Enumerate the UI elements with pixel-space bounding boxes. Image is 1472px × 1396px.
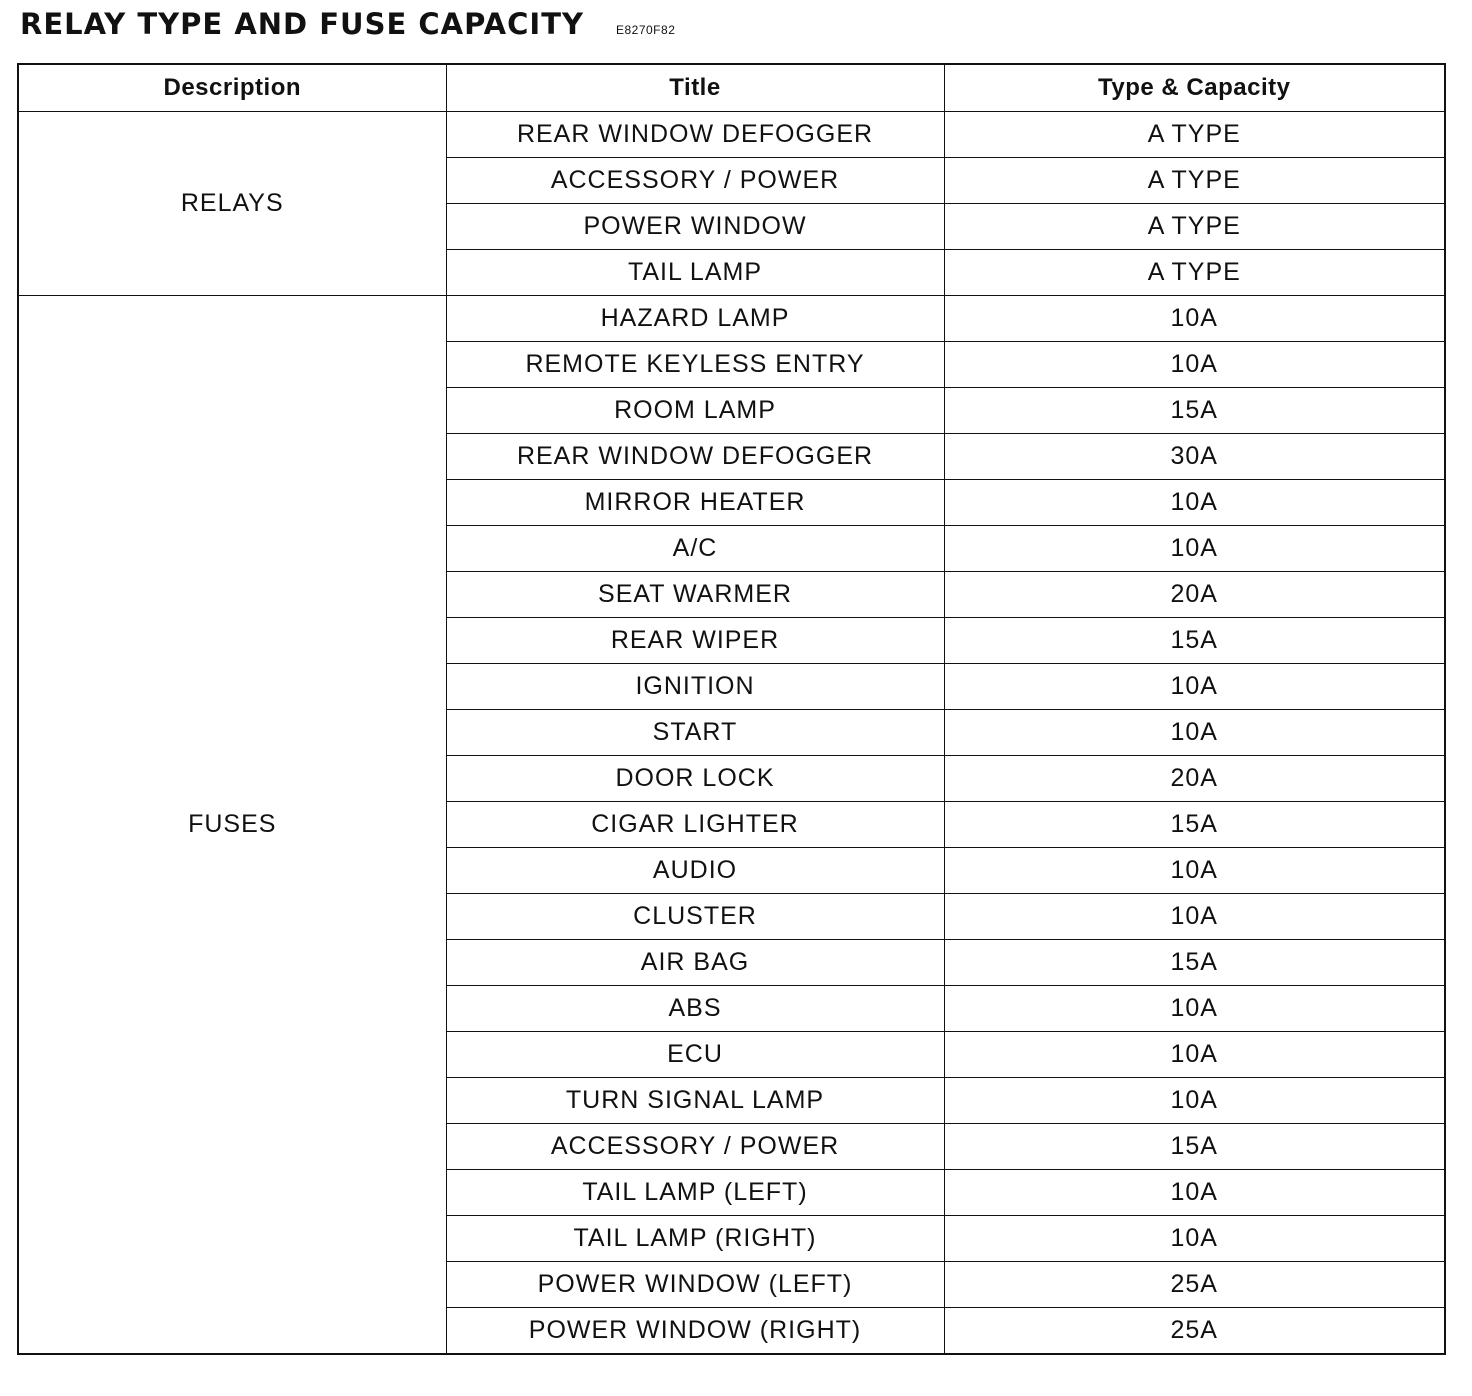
item-type-capacity: 15A xyxy=(944,618,1445,664)
item-title: REAR WINDOW DEFOGGER xyxy=(446,112,944,158)
item-title: REAR WINDOW DEFOGGER xyxy=(446,434,944,480)
item-type-capacity: 10A xyxy=(944,1216,1445,1262)
item-title: POWER WINDOW (RIGHT) xyxy=(446,1308,944,1355)
item-title: DOOR LOCK xyxy=(446,756,944,802)
header-description: Description xyxy=(18,64,446,112)
item-type-capacity: 10A xyxy=(944,986,1445,1032)
item-title: MIRROR HEATER xyxy=(446,480,944,526)
item-type-capacity: 15A xyxy=(944,1124,1445,1170)
table-row xyxy=(18,296,1445,342)
relay-fuse-table xyxy=(17,63,1446,1355)
item-title: CIGAR LIGHTER xyxy=(446,802,944,848)
item-title: IGNITION xyxy=(446,664,944,710)
page-title: RELAY TYPE AND FUSE CAPACITY xyxy=(20,7,584,41)
item-type-capacity: 10A xyxy=(944,296,1445,342)
item-title: ACCESSORY / POWER xyxy=(446,158,944,204)
item-type-capacity: A TYPE xyxy=(944,158,1445,204)
group-label: FUSES xyxy=(18,296,446,1355)
item-type-capacity: A TYPE xyxy=(944,250,1445,296)
item-title: TAIL LAMP xyxy=(446,250,944,296)
item-type-capacity: 15A xyxy=(944,940,1445,986)
item-title: AUDIO xyxy=(446,848,944,894)
item-title: TAIL LAMP (LEFT) xyxy=(446,1170,944,1216)
item-type-capacity: 25A xyxy=(944,1308,1445,1355)
item-type-capacity: 15A xyxy=(944,388,1445,434)
item-title: HAZARD LAMP xyxy=(446,296,944,342)
header-row xyxy=(18,64,1445,112)
item-type-capacity: 10A xyxy=(944,1032,1445,1078)
item-title: CLUSTER xyxy=(446,894,944,940)
header-title: Title xyxy=(446,64,944,112)
item-type-capacity: 10A xyxy=(944,664,1445,710)
item-type-capacity: 15A xyxy=(944,802,1445,848)
item-title: SEAT WARMER xyxy=(446,572,944,618)
item-type-capacity: 10A xyxy=(944,480,1445,526)
item-title: AIR BAG xyxy=(446,940,944,986)
item-title: TAIL LAMP (RIGHT) xyxy=(446,1216,944,1262)
title-row xyxy=(20,4,675,44)
item-type-capacity: 10A xyxy=(944,848,1445,894)
item-type-capacity: 10A xyxy=(944,526,1445,572)
item-type-capacity: 10A xyxy=(944,1170,1445,1216)
group-label: RELAYS xyxy=(18,112,446,296)
item-title: POWER WINDOW (LEFT) xyxy=(446,1262,944,1308)
item-type-capacity: 10A xyxy=(944,710,1445,756)
item-type-capacity: 20A xyxy=(944,756,1445,802)
item-type-capacity: A TYPE xyxy=(944,204,1445,250)
document-code: E8270F82 xyxy=(615,23,676,37)
item-title: REMOTE KEYLESS ENTRY xyxy=(446,342,944,388)
table-row xyxy=(18,112,1445,158)
item-title: A/C xyxy=(446,526,944,572)
item-type-capacity: 10A xyxy=(944,894,1445,940)
item-type-capacity: 20A xyxy=(944,572,1445,618)
item-title: POWER WINDOW xyxy=(446,204,944,250)
item-type-capacity: 30A xyxy=(944,434,1445,480)
item-title: ACCESSORY / POWER xyxy=(446,1124,944,1170)
header-type-capacity: Type & Capacity xyxy=(944,64,1445,112)
item-title: START xyxy=(446,710,944,756)
item-title: TURN SIGNAL LAMP xyxy=(446,1078,944,1124)
item-type-capacity: 10A xyxy=(944,1078,1445,1124)
table-body xyxy=(18,112,1445,1355)
item-type-capacity: A TYPE xyxy=(944,112,1445,158)
item-type-capacity: 25A xyxy=(944,1262,1445,1308)
item-type-capacity: 10A xyxy=(944,342,1445,388)
item-title: ABS xyxy=(446,986,944,1032)
item-title: ECU xyxy=(446,1032,944,1078)
item-title: REAR WIPER xyxy=(446,618,944,664)
item-title: ROOM LAMP xyxy=(446,388,944,434)
